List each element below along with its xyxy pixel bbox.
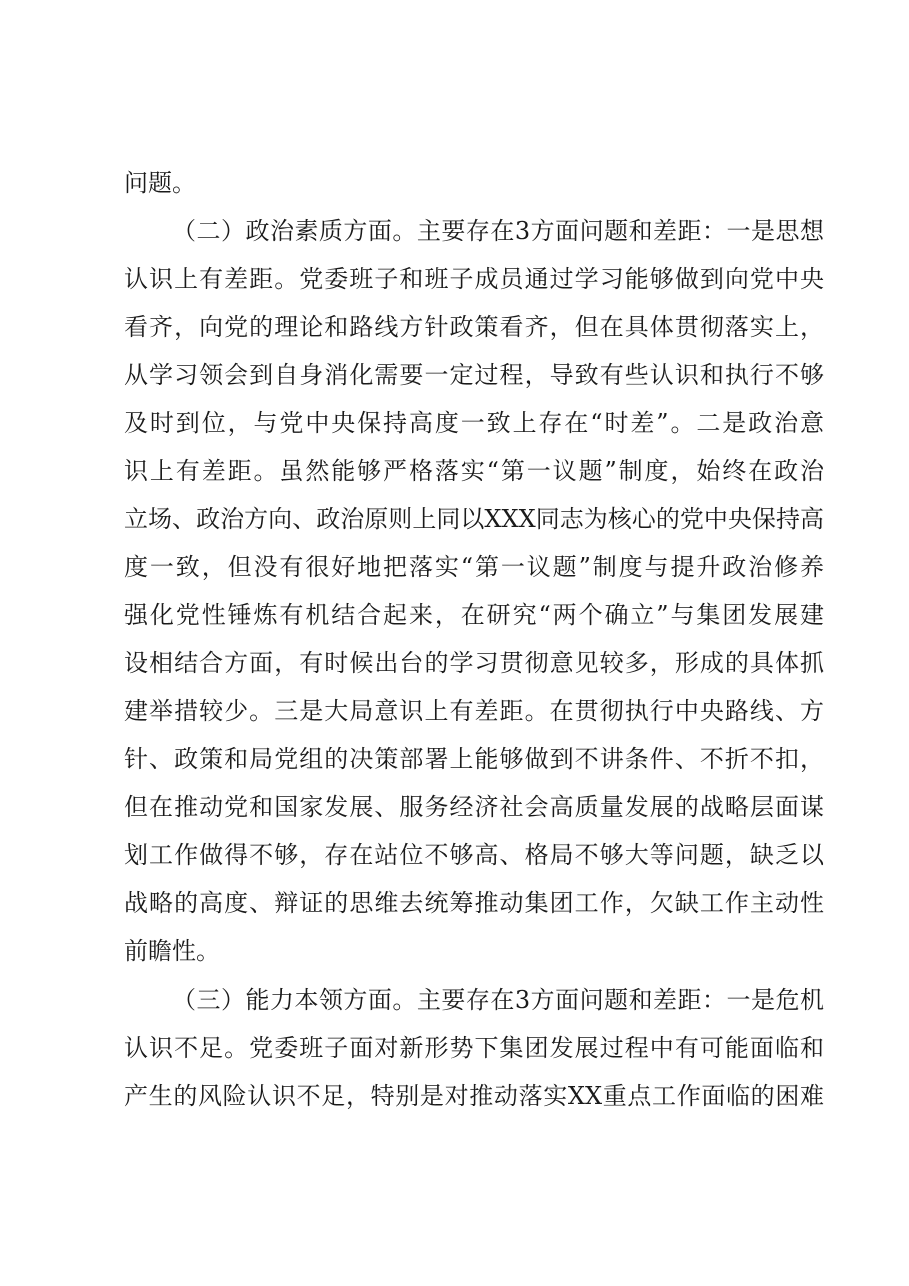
paragraph-line: 识上有差距。虽然能够严格落实“第一议题”制度，始终在政治	[124, 457, 824, 485]
section-heading-line: （三）能力本领方面。主要存在3方面问题和差距：一是危机	[172, 986, 824, 1014]
paragraph-line: 战略的高度、辩证的思维去统筹推动集团工作，欠缺工作主动性	[124, 889, 824, 917]
paragraph-line: 强化党性锤炼有机结合起来，在研究“两个确立”与集团发展建	[124, 601, 824, 629]
paragraph-line: 度一致，但没有很好地把落实“第一议题”制度与提升政治修养	[124, 553, 824, 581]
paragraph-line: 但在推动党和国家发展、服务经济社会高质量发展的战略层面谋	[124, 793, 824, 821]
paragraph-line: 立场、政治方向、政治原则上同以XXX同志为核心的党中央保持高	[124, 505, 824, 533]
paragraph-line: 及时到位，与党中央保持高度一致上存在“时差”。二是政治意	[124, 409, 824, 437]
paragraph-line: 划工作做得不够，存在站位不够高、格局不够大等问题，缺乏以	[124, 841, 824, 869]
paragraph-line: 认识上有差距。党委班子和班子成员通过学习能够做到向党中央	[124, 265, 824, 293]
paragraph-line: 前瞻性。	[124, 937, 220, 965]
section-heading-line: （二）政治素质方面。主要存在3方面问题和差距：一是思想	[172, 217, 824, 245]
paragraph-line: 认识不足。党委班子面对新形势下集团发展过程中有可能面临和	[124, 1034, 824, 1062]
paragraph-line: 从学习领会到自身消化需要一定过程，导致有些认识和执行不够	[124, 361, 824, 389]
paragraph-line: 设相结合方面，有时候出台的学习贯彻意见较多，形成的具体抓	[124, 649, 824, 677]
paragraph-line: 针、政策和局党组的决策部署上能够做到不讲条件、不折不扣，	[124, 745, 824, 773]
paragraph-line: 看齐，向党的理论和路线方针政策看齐，但在具体贯彻落实上，	[124, 313, 824, 341]
paragraph-line: 建举措较少。三是大局意识上有差距。在贯彻执行中央路线、方	[124, 697, 824, 725]
paragraph-line: 问题。	[124, 169, 196, 197]
paragraph-line: 产生的风险认识不足，特别是对推动落实XX重点工作面临的困难	[124, 1082, 824, 1110]
